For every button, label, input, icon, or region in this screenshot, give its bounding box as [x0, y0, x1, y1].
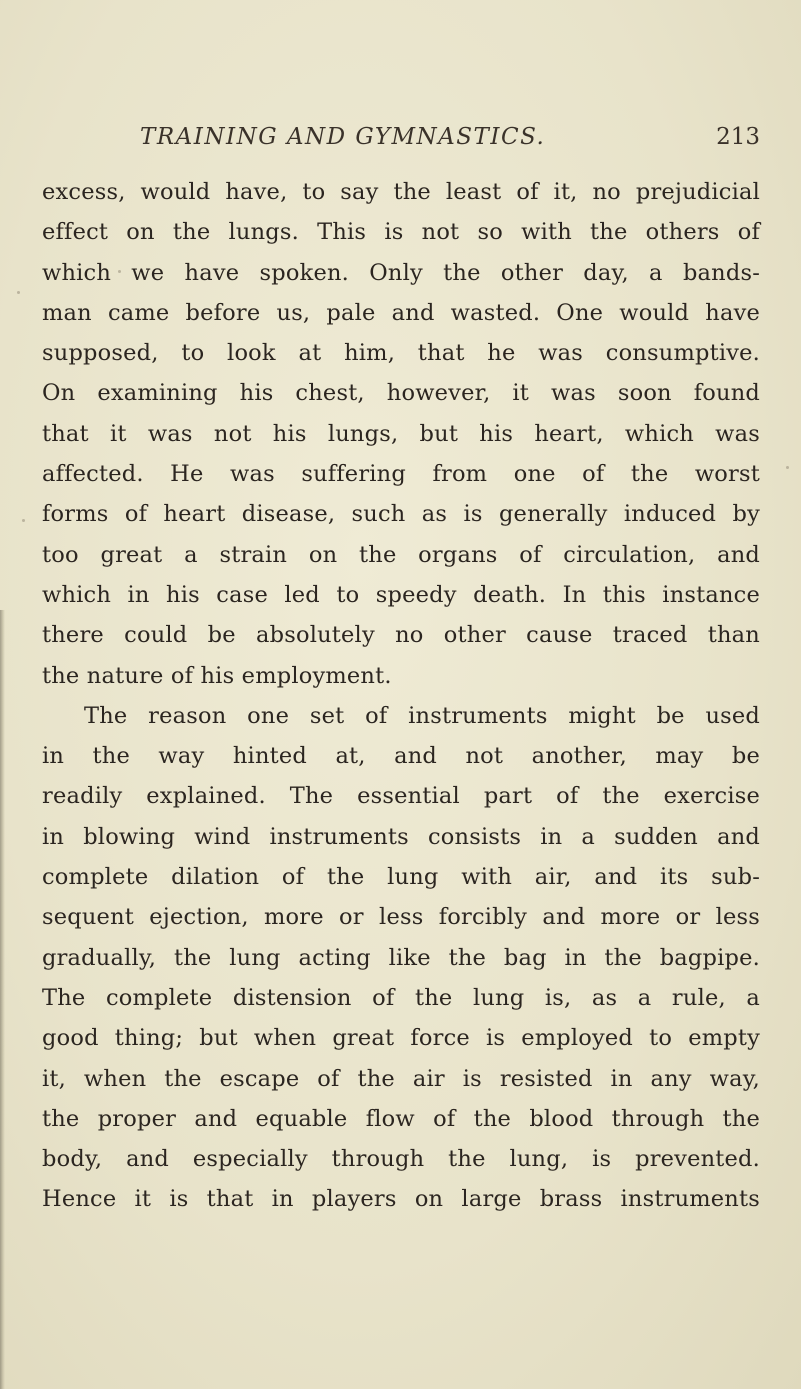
text-line: good thing; but when great force is employed to empty	[42, 1025, 760, 1052]
text-line: complete dilation of the lung with air, and its sub-	[42, 864, 760, 891]
text-line: On examining his chest, however, it was soon found	[42, 380, 760, 407]
text-line: excess, would have, to say the least of it, no prejudicial	[42, 179, 760, 205]
text-line: The complete distension of the lung is, as a rule, a	[42, 984, 760, 1011]
text-line: affected. He was suffering from one of the worst	[42, 461, 760, 488]
text-line: too great a strain on the organs of circulation, and	[42, 541, 760, 568]
text-line: in blowing wind instruments consists in a sudden and	[42, 823, 760, 850]
paper-speck	[22, 519, 25, 522]
body-text	[42, 172, 760, 1220]
text-line: readily explained. The essential part of the exercise	[42, 783, 760, 810]
paper-speck	[17, 291, 20, 294]
text-line: that it was not his lungs, but his heart, which was	[42, 420, 760, 447]
text-line: gradually, the lung acting like the bag in the bagpipe.	[42, 944, 760, 971]
text-line: man came before us, pale and wasted. One would have	[42, 299, 760, 326]
text-line: there could be absolutely no other cause traced than	[42, 622, 760, 649]
text-line: Hence it is that in players on large brass instruments	[42, 1186, 760, 1213]
text-line: it, when the escape of the air is resisted in any way,	[42, 1065, 760, 1092]
page-header	[140, 124, 760, 164]
text-line: effect on the lungs. This is not so with the others of	[42, 219, 760, 246]
text-line: in the way hinted at, and not another, may be	[42, 743, 760, 770]
paragraph-end-line: the nature of his employment.	[42, 662, 392, 689]
text-line: which we have spoken. Only the other day, a bands-	[42, 259, 760, 286]
text-line: forms of heart disease, such as is generally induced by	[42, 501, 760, 528]
paragraph-first-line: The reason one set of instruments might be used	[84, 702, 760, 729]
text-line: body, and especially through the lung, is prevented.	[42, 1146, 760, 1173]
page-edge-shadow	[0, 610, 5, 1389]
text-line: the proper and equable flow of the blood through the	[42, 1105, 760, 1132]
text-line: which in his case led to speedy death. In this instance	[42, 581, 760, 608]
page-number: 213	[716, 124, 760, 150]
text-line: sequent ejection, more or less forcibly and more or less	[42, 904, 760, 931]
running-head: TRAINING AND GYMNASTICS.	[140, 124, 546, 150]
paper-speck	[786, 466, 789, 469]
text-line: supposed, to look at him, that he was consumptive.	[42, 340, 760, 367]
